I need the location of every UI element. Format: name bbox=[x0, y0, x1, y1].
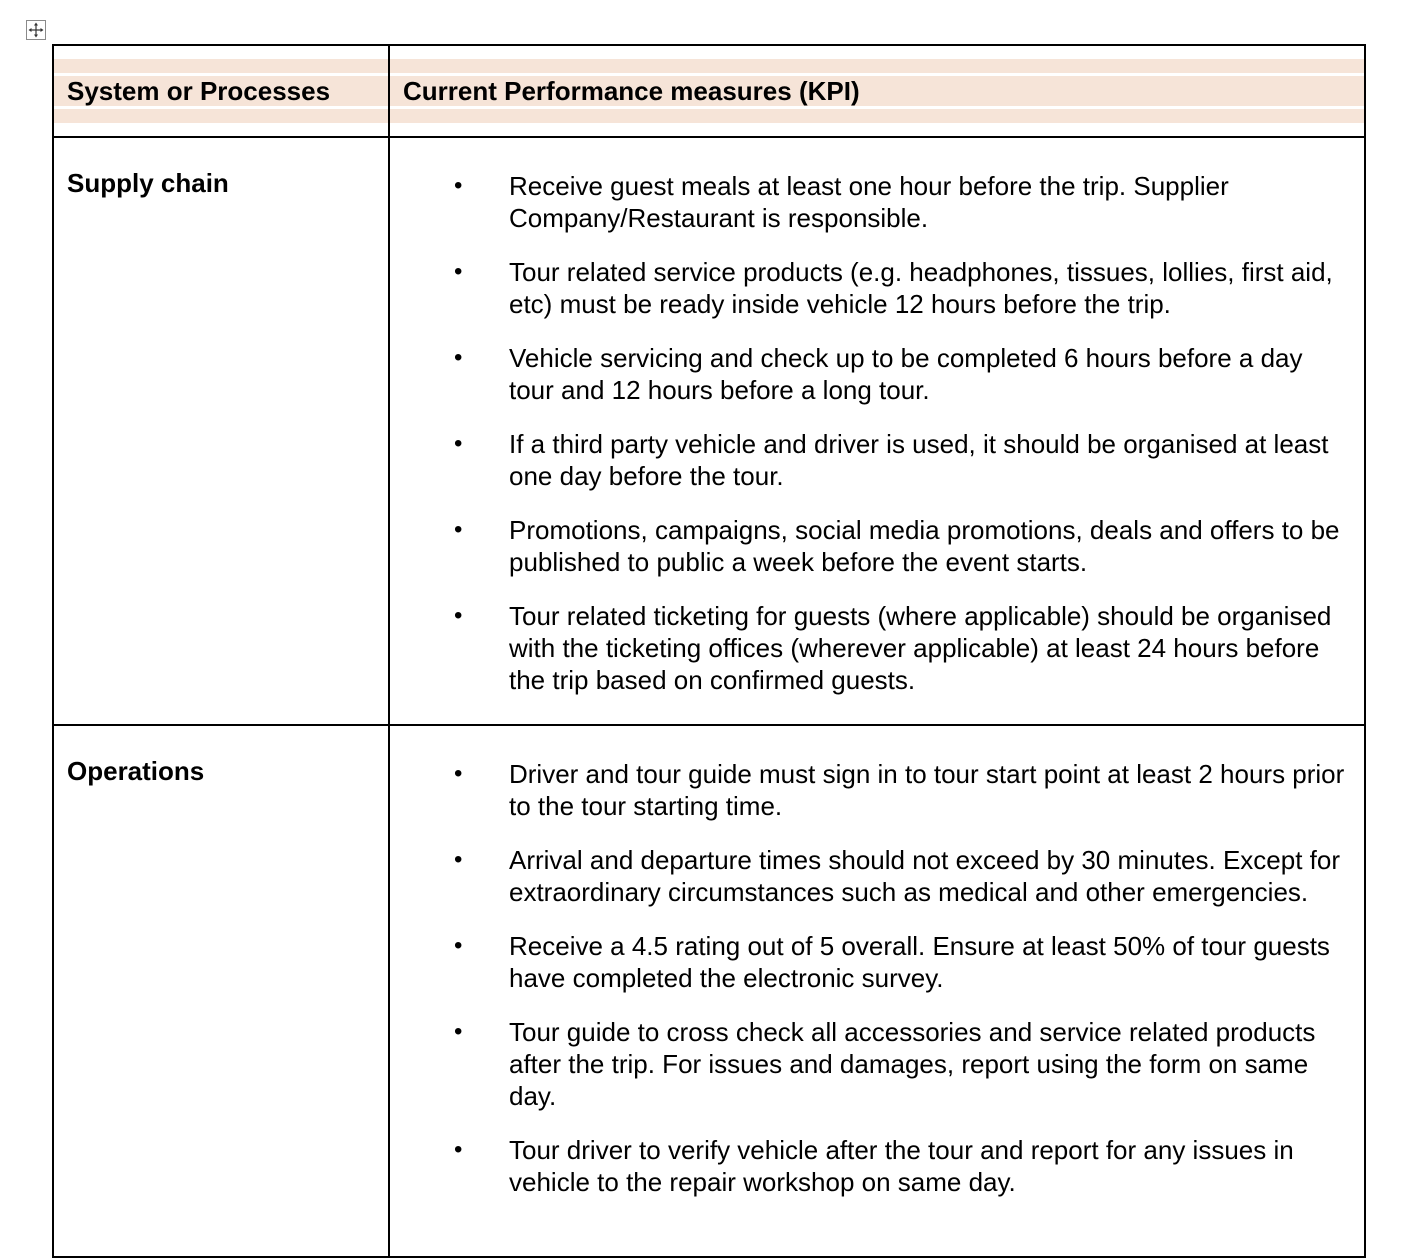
kpi-table bbox=[52, 44, 1366, 1258]
header-cell-system[interactable] bbox=[53, 45, 389, 137]
bullet-icon: • bbox=[454, 932, 463, 959]
bullet-icon: • bbox=[454, 760, 463, 787]
bullet-icon: • bbox=[454, 258, 463, 285]
kpi-list-item bbox=[390, 1016, 1346, 1112]
kpi-list-item bbox=[390, 514, 1346, 578]
bullet-icon: • bbox=[454, 516, 463, 543]
kpi-text: Arrival and departure times should not exceed by 30 minutes. Except for extraordinary circumstances such as medical and other emergencies. bbox=[509, 845, 1340, 907]
kpi-text: Vehicle servicing and check up to be completed 6 hours before a day tour and 12 hours before a long tour. bbox=[509, 343, 1303, 405]
header-shading bbox=[54, 59, 388, 123]
header-cell-kpi[interactable] bbox=[389, 45, 1365, 137]
kpi-list-item bbox=[390, 758, 1346, 822]
kpi-text: Receive guest meals at least one hour before the trip. Supplier Company/Restaurant is responsible. bbox=[509, 171, 1229, 233]
kpi-text: Tour driver to verify vehicle after the tour and report for any issues in vehicle to the repair workshop on same day. bbox=[509, 1135, 1294, 1197]
kpi-list-item bbox=[390, 1134, 1346, 1198]
kpi-text: Tour related service products (e.g. headphones, tissues, lollies, first aid, etc) must be ready inside vehicle 12 hours before the trip. bbox=[509, 257, 1333, 319]
kpi-list-item bbox=[390, 170, 1346, 234]
table-header-row bbox=[53, 45, 1365, 137]
kpi-text: Promotions, campaigns, social media promotions, deals and offers to be published to public a week before the event starts. bbox=[509, 515, 1340, 577]
kpi-list-item bbox=[390, 600, 1346, 696]
kpi-cell[interactable] bbox=[389, 137, 1365, 725]
kpi-text: Receive a 4.5 rating out of 5 overall. Ensure at least 50% of tour guests have completed the electronic survey. bbox=[509, 931, 1330, 993]
kpi-list-item bbox=[390, 428, 1346, 492]
kpi-list-item bbox=[390, 256, 1346, 320]
kpi-list bbox=[390, 726, 1364, 1226]
system-cell[interactable] bbox=[53, 137, 389, 725]
table-row-operations bbox=[53, 725, 1365, 1257]
header-shading bbox=[390, 59, 1364, 123]
table-row-supply-chain bbox=[53, 137, 1365, 725]
kpi-text: Driver and tour guide must sign in to tour start point at least 2 hours prior to the tour starting time. bbox=[509, 759, 1345, 821]
bullet-icon: • bbox=[454, 344, 463, 371]
kpi-list bbox=[390, 138, 1364, 724]
system-name: Supply chain bbox=[67, 168, 229, 198]
kpi-list-item bbox=[390, 930, 1346, 994]
header-kpi-label: Current Performance measures (KPI) bbox=[403, 76, 860, 106]
bullet-icon: • bbox=[454, 172, 463, 199]
kpi-text: Tour guide to cross check all accessories and service related products after the trip. For issues and damages, report using the form on same day. bbox=[509, 1017, 1316, 1111]
kpi-list-item bbox=[390, 342, 1346, 406]
kpi-text: If a third party vehicle and driver is used, it should be organised at least one day before the tour. bbox=[509, 429, 1329, 491]
kpi-list-item bbox=[390, 844, 1346, 908]
table-move-handle[interactable] bbox=[26, 20, 46, 40]
move-arrows-icon bbox=[27, 21, 45, 39]
header-system-label: System or Processes bbox=[67, 76, 331, 106]
kpi-text: Tour related ticketing for guests (where applicable) should be organised with the ticketing offices (wherever applicable) at least 24 hours before the trip based on confirmed guests. bbox=[509, 601, 1332, 695]
bullet-icon: • bbox=[454, 846, 463, 873]
bullet-icon: • bbox=[454, 602, 463, 629]
bullet-icon: • bbox=[454, 1136, 463, 1163]
bullet-icon: • bbox=[454, 430, 463, 457]
kpi-cell[interactable] bbox=[389, 725, 1365, 1257]
system-cell[interactable] bbox=[53, 725, 389, 1257]
bullet-icon: • bbox=[454, 1018, 463, 1045]
system-name: Operations bbox=[67, 756, 205, 786]
